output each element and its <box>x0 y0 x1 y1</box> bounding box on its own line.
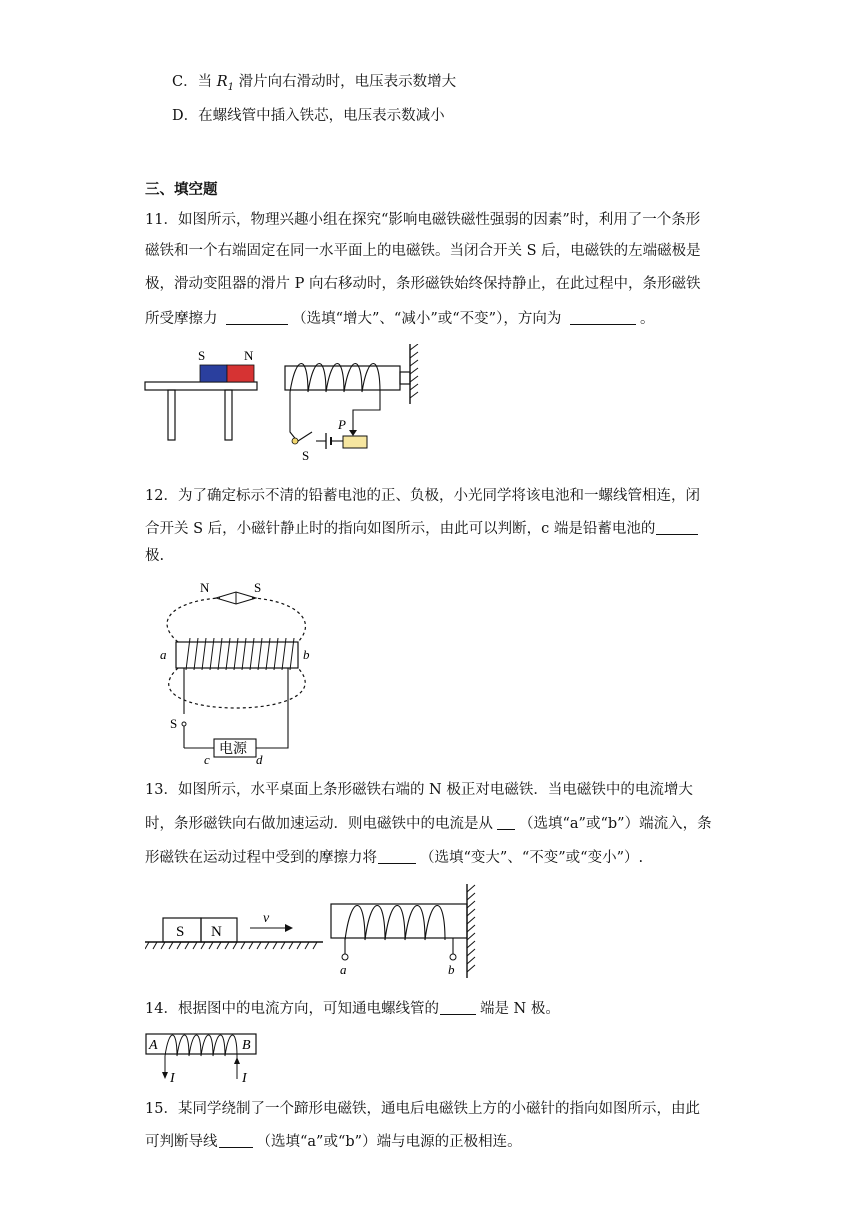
solenoid-coil <box>186 638 294 670</box>
q13-blank-1[interactable] <box>497 815 515 830</box>
terminal-b-label: b <box>448 962 455 977</box>
end-a-label: A <box>149 1038 158 1053</box>
q13-line-3 <box>145 848 643 868</box>
velocity-label: v <box>263 911 270 926</box>
option-c-suffix: 滑片向右滑动时，电压表示数增大 <box>234 74 457 90</box>
q15-line-2a: 可判断导线 <box>145 1134 218 1150</box>
q11-line-2: 磁铁和一个右端固定在同一水平面上的电磁铁。当闭合开关 S 后，电磁铁的左端磁极是 <box>145 243 701 259</box>
q14-line-1a: 14．根据图中的电流方向，可知通电螺线管的 <box>145 1001 439 1017</box>
current-label-left: I <box>170 1071 175 1084</box>
terminal-b <box>450 954 456 960</box>
q11-blank-2[interactable] <box>570 310 636 325</box>
rheostat <box>343 436 367 448</box>
table-leg-right <box>225 390 232 440</box>
q11-line-4a: 所受摩擦力 <box>145 311 223 327</box>
coil <box>165 1035 237 1056</box>
q15-line-1: 15．某同学绕制了一个蹄形电磁铁，通电后电磁铁上方的小磁针的指向如图所示，由此 <box>145 1101 700 1117</box>
needle-n-label: N <box>200 580 210 595</box>
terminal-d-label: d <box>256 752 263 767</box>
q11-line-4b: （选填“增大”、“减小”或“不变”），方向为 <box>292 311 566 327</box>
q13-line-2b: （选填“a”或“b”）端流入，条 <box>519 816 712 832</box>
option-c-prefix: C．当 <box>172 74 217 90</box>
q12-line-2 <box>145 519 702 539</box>
coil <box>345 906 445 941</box>
q12-line-1: 12．为了确定标示不清的铅蓄电池的正、负极，小光同学将该电池和一螺线管相连，闭 <box>145 488 700 504</box>
switch-label: S <box>170 716 178 731</box>
q11-line-3: 极，滑动变阻器的滑片 P 向右移动时，条形磁铁始终保持静止，在此过程中，条形磁铁 <box>145 276 701 292</box>
field-line-top <box>167 598 305 642</box>
q11-blank-1[interactable] <box>226 310 288 325</box>
electromagnet-mount <box>400 372 410 384</box>
q15-line-2b: （选填“a”或“b”）端与电源的正极相连。 <box>256 1134 522 1150</box>
q13-line-1: 13．如图所示，水平桌面上条形磁铁右端的 N 极正对电磁铁．当电磁铁中的电流增大 <box>145 782 693 798</box>
switch-label: S <box>302 448 310 463</box>
magnet-s-label: S <box>176 924 185 940</box>
q11-line-1: 11．如图所示，物理兴趣小组在探究“影响电磁铁磁性强弱的因素”时，利用了一个条形 <box>145 212 701 228</box>
magnet-n-label: N <box>244 348 254 363</box>
terminal-a-label: a <box>340 962 347 977</box>
wall-hatch <box>410 344 418 398</box>
table-top <box>145 382 257 390</box>
needle-s-label: S <box>254 580 262 595</box>
wall-hatch <box>467 885 475 972</box>
electromagnet-core <box>331 904 467 938</box>
terminal-a <box>342 954 348 960</box>
wire-left <box>290 392 298 442</box>
terminal-c-label: c <box>204 752 210 767</box>
q12-blank[interactable] <box>656 520 698 535</box>
end-b-label: b <box>303 647 310 662</box>
q15-line-2 <box>145 1132 522 1152</box>
section-heading: 三、填空题 <box>145 181 218 198</box>
wire-right <box>353 392 380 432</box>
option-c <box>172 72 456 98</box>
switch-contact <box>182 722 186 726</box>
magnet-n-pole <box>227 365 254 382</box>
switch-pivot <box>292 438 298 444</box>
q13-figure <box>145 882 490 978</box>
switch-blade[interactable] <box>298 432 312 441</box>
slider-p-label: P <box>338 417 346 432</box>
option-c-subscript: 1 <box>227 81 235 93</box>
q11-line-4 <box>145 309 654 329</box>
table-leg-left <box>168 390 175 440</box>
magnet-s-pole <box>200 365 227 382</box>
q13-line-2a: 时，条形磁铁向右做加速运动．则电磁铁中的电流是从 <box>145 816 493 832</box>
q14-blank[interactable] <box>440 1000 476 1015</box>
q13-line-2 <box>145 814 712 834</box>
magnet-n-label: N <box>211 924 222 940</box>
magnet-s-label: S <box>198 348 206 363</box>
slider-arrow <box>349 430 357 436</box>
option-c-variable: R <box>216 74 228 90</box>
q12-figure <box>150 578 330 768</box>
q12-line-2-text: 合开关 S 后，小磁针静止时的指向如图所示，由此可以判断，c 端是铅蓄电池的 <box>145 521 656 537</box>
q13-line-3b: （选填“变大”、“不变”或“变小”）. <box>420 850 644 866</box>
coil <box>290 364 380 393</box>
q12-line-3: 极. <box>145 548 165 564</box>
end-b-label: B <box>242 1038 251 1053</box>
power-source-label: 电源 <box>219 742 247 757</box>
option-d: D．在螺线管中插入铁芯，电压表示数减小 <box>172 108 445 124</box>
q13-line-3a: 形磁铁在运动过程中受到的摩擦力将 <box>145 850 377 866</box>
field-line-bottom <box>169 668 305 708</box>
current-label-right: I <box>242 1071 247 1084</box>
q11-figure <box>140 344 440 464</box>
q15-blank[interactable] <box>219 1133 253 1148</box>
q13-blank-2[interactable] <box>378 849 416 864</box>
q14-figure <box>143 1030 263 1084</box>
floor-hatch <box>145 942 317 949</box>
q14-line-1b: 端是 N 极。 <box>479 1001 560 1017</box>
q11-line-4c: 。 <box>639 311 655 327</box>
end-a-label: a <box>160 647 167 662</box>
q14-line-1 <box>145 999 560 1019</box>
